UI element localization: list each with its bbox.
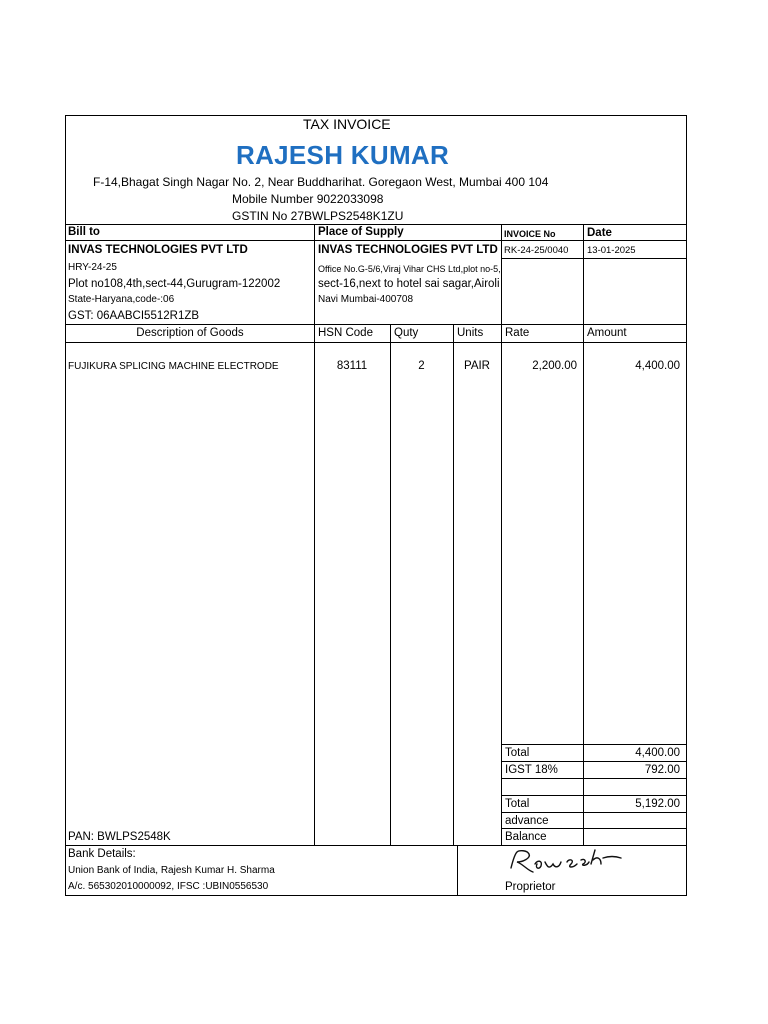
place-of-supply-heading: Place of Supply [318, 226, 404, 238]
col-rate: Rate [505, 327, 530, 339]
total-value: 4,400.00 [635, 747, 680, 759]
pan-number: PAN: BWLPS2548K [68, 831, 171, 843]
col-qty: Quty [394, 327, 419, 339]
igst-value: 792.00 [644, 764, 680, 776]
item-units: PAIR [464, 360, 490, 372]
divider [66, 240, 686, 241]
col-amount: Amount [587, 327, 627, 339]
total-label: Total [505, 747, 530, 759]
company-name: RAJESH KUMAR [236, 140, 450, 170]
grand-total-value: 5,192.00 [635, 798, 680, 810]
divider [501, 828, 686, 829]
company-mobile: Mobile Number 9022033098 [232, 192, 384, 206]
divider [501, 778, 686, 779]
item-qty: 2 [418, 360, 425, 372]
date-label: Date [587, 227, 612, 239]
bill-to-name: INVAS TECHNOLOGIES PVT LTD [68, 244, 248, 256]
advance-label: advance [505, 815, 549, 827]
divider [66, 342, 686, 343]
item-amount: 4,400.00 [635, 360, 680, 372]
bill-to-heading: Bill to [68, 226, 100, 238]
column-divider [501, 224, 502, 845]
grand-total-label: Total [505, 798, 530, 810]
doc-title: TAX INVOICE [303, 116, 391, 132]
divider [501, 258, 686, 259]
place-of-supply-name: INVAS TECHNOLOGIES PVT LTD [318, 244, 498, 256]
divider [501, 761, 686, 762]
column-divider [453, 324, 454, 845]
bank-heading: Bank Details: [68, 848, 136, 860]
invoice-no-value: RK-24-25/0040 [504, 245, 569, 256]
col-units: Units [457, 327, 484, 339]
signature [505, 846, 625, 878]
divider [501, 812, 686, 813]
col-description: Description of Goods [136, 327, 244, 339]
divider [66, 324, 686, 325]
invoice-no-label: INVOICE No [504, 229, 556, 239]
column-divider [314, 224, 315, 845]
igst-label: IGST 18% [505, 764, 558, 776]
signature-designation: Proprietor [505, 881, 556, 893]
balance-label: Balance [505, 831, 547, 843]
column-divider [457, 845, 458, 895]
bill-to-line: Plot no108,4th,sect-44,Gurugram-122002 [68, 278, 281, 290]
bill-to-line: HRY-24-25 [68, 262, 117, 273]
item-rate: 2,200.00 [532, 360, 577, 372]
bill-to-gst: GST: 06AABCI5512R1ZB [68, 310, 200, 322]
item-hsn: 83111 [336, 360, 368, 372]
column-divider [390, 324, 391, 845]
place-of-supply-line: sect-16,next to hotel sai sagar,Airoli [318, 278, 500, 290]
company-address: F-14,Bhagat Singh Nagar No. 2, Near Buddharihat. Goregaon West, Mumbai 400 104 [93, 175, 549, 189]
item-description: FUJIKURA SPLICING MACHINE ELECTRODE [68, 361, 279, 372]
bank-account: A/c. 565302010000092, IFSC :UBIN0556530 [68, 881, 269, 892]
divider [501, 744, 686, 745]
bill-to-line: State-Haryana,code-:06 [68, 294, 175, 305]
bank-line: Union Bank of India, Rajesh Kumar H. Sharma [68, 865, 275, 876]
divider [501, 795, 686, 796]
col-hsn: HSN Code [318, 327, 373, 339]
company-gstin: GSTIN No 27BWLPS2548K1ZU [232, 209, 404, 223]
date-value: 13-01-2025 [587, 245, 636, 256]
place-of-supply-line: Office No.G-5/6,Viraj Vihar CHS Ltd,plot no-5, [318, 264, 501, 274]
place-of-supply-line: Navi Mumbai-400708 [318, 294, 414, 305]
